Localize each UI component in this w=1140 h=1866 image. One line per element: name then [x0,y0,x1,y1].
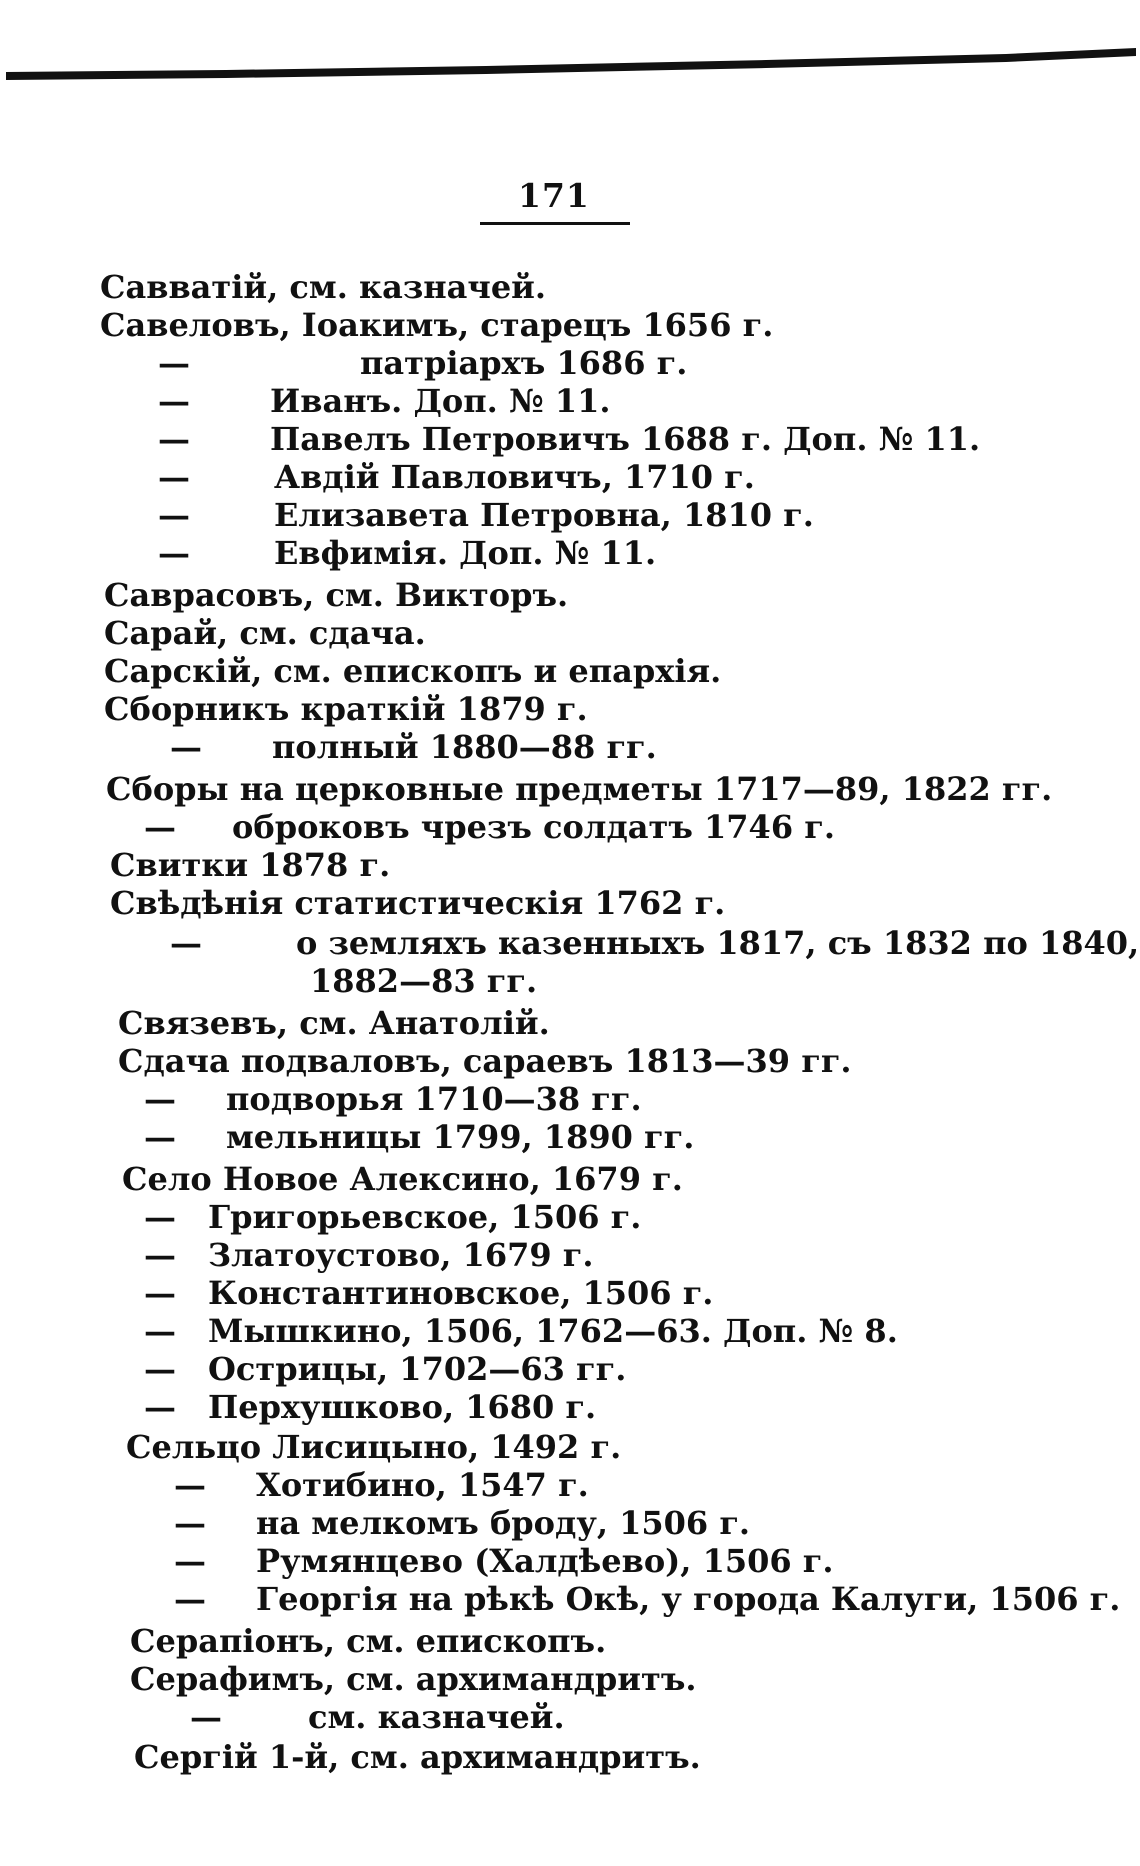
index-entry: — Авдій Павловичъ, 1710 г. [158,458,755,496]
index-entry: Саврасовъ, см. Викторъ. [104,576,569,614]
index-entry: — Златоустово, 1679 г. [144,1236,594,1274]
index-entry: — Григорьевское, 1506 г. [144,1198,642,1236]
index-entry: — о земляхъ казенныхъ 1817, съ 1832 по 1840, [170,924,1140,962]
index-entry: — Георгія на рѣкѣ Окѣ, у города Калуги, 1506 г. [174,1580,1121,1618]
index-entry: Свѣдѣнія статистическія 1762 г. [110,884,726,922]
index-entry: — Евфимія. Доп. № 11. [158,534,657,572]
dash-mark: — [174,1504,206,1542]
dash-mark: — [158,458,190,496]
dash-mark: — [158,382,190,420]
dash-mark: — [158,344,190,382]
dash-mark: — [144,1236,176,1274]
dash-mark: — [144,1080,176,1118]
index-entry: Серапіонъ, см. епископъ. [130,1622,607,1660]
index-entry: Сарай, см. сдача. [104,614,426,652]
dash-mark: — [174,1542,206,1580]
dash-mark: — [144,1312,176,1350]
index-entry: — см. казначей. [190,1698,565,1736]
dash-mark: — [170,924,202,962]
index-entry: — Перхушково, 1680 г. [144,1388,597,1426]
index-entry: — Румянцево (Халдѣево), 1506 г. [174,1542,834,1580]
index-entry: Савеловъ, Іоакимъ, старецъ 1656 г. [100,306,774,344]
index-entry: Сельцо Лисицыно, 1492 г. [126,1428,622,1466]
index-entry: Сергій 1-й, см. архимандритъ. [134,1738,701,1776]
dash-mark: — [158,420,190,458]
index-entry: — Мышкино, 1506, 1762—63. Доп. № 8. [144,1312,898,1350]
index-entry: — Острицы, 1702—63 гг. [144,1350,627,1388]
dash-mark: — [170,728,202,766]
dash-mark: — [144,1388,176,1426]
index-entry: Серафимъ, см. архимандритъ. [130,1660,697,1698]
dash-mark: — [174,1466,206,1504]
index-entry: Связевъ, см. Анатолій. [118,1004,550,1042]
index-entry: — подворья 1710—38 гг. [144,1080,642,1118]
index-entry: Сборы на церковные предметы 1717—89, 1822 гг. [106,770,1053,808]
dash-mark: — [158,534,190,572]
index-entry: — Иванъ. Доп. № 11. [158,382,611,420]
index-entry: — патріархъ 1686 г. [158,344,688,382]
index-entry: Село Новое Алексино, 1679 г. [122,1160,683,1198]
index-entry: Савватій, см. казначей. [100,268,547,306]
index-entry: — Павелъ Петровичъ 1688 г. Доп. № 11. [158,420,981,458]
dash-mark: — [144,1118,176,1156]
index-entry: Свитки 1878 г. [110,846,391,884]
dash-mark: — [144,1274,176,1312]
dash-mark: — [174,1580,206,1618]
index-entry: Сарскій, см. епископъ и епархія. [104,652,722,690]
index-entry: — полный 1880—88 гг. [170,728,657,766]
index-entry: — Хотибино, 1547 г. [174,1466,589,1504]
index-entry: — мельницы 1799, 1890 гг. [144,1118,695,1156]
dash-mark: — [144,808,176,846]
index-entry: Сборникъ краткій 1879 г. [104,690,588,728]
dash-mark: — [158,496,190,534]
index-entry: — Елизавета Петровна, 1810 г. [158,496,814,534]
dash-mark: — [144,1350,176,1388]
dash-mark: — [190,1698,222,1736]
index-entry: — на мелкомъ броду, 1506 г. [174,1504,751,1542]
index-entry: — оброковъ чрезъ солдатъ 1746 г. [144,808,835,846]
index-entry: 1882—83 гг. [310,962,538,1000]
page-number: 171 [518,176,590,215]
index-entry: Сдача подваловъ, сараевъ 1813—39 гг. [118,1042,852,1080]
index-entry: — Константиновское, 1506 г. [144,1274,714,1312]
dash-mark: — [144,1198,176,1236]
